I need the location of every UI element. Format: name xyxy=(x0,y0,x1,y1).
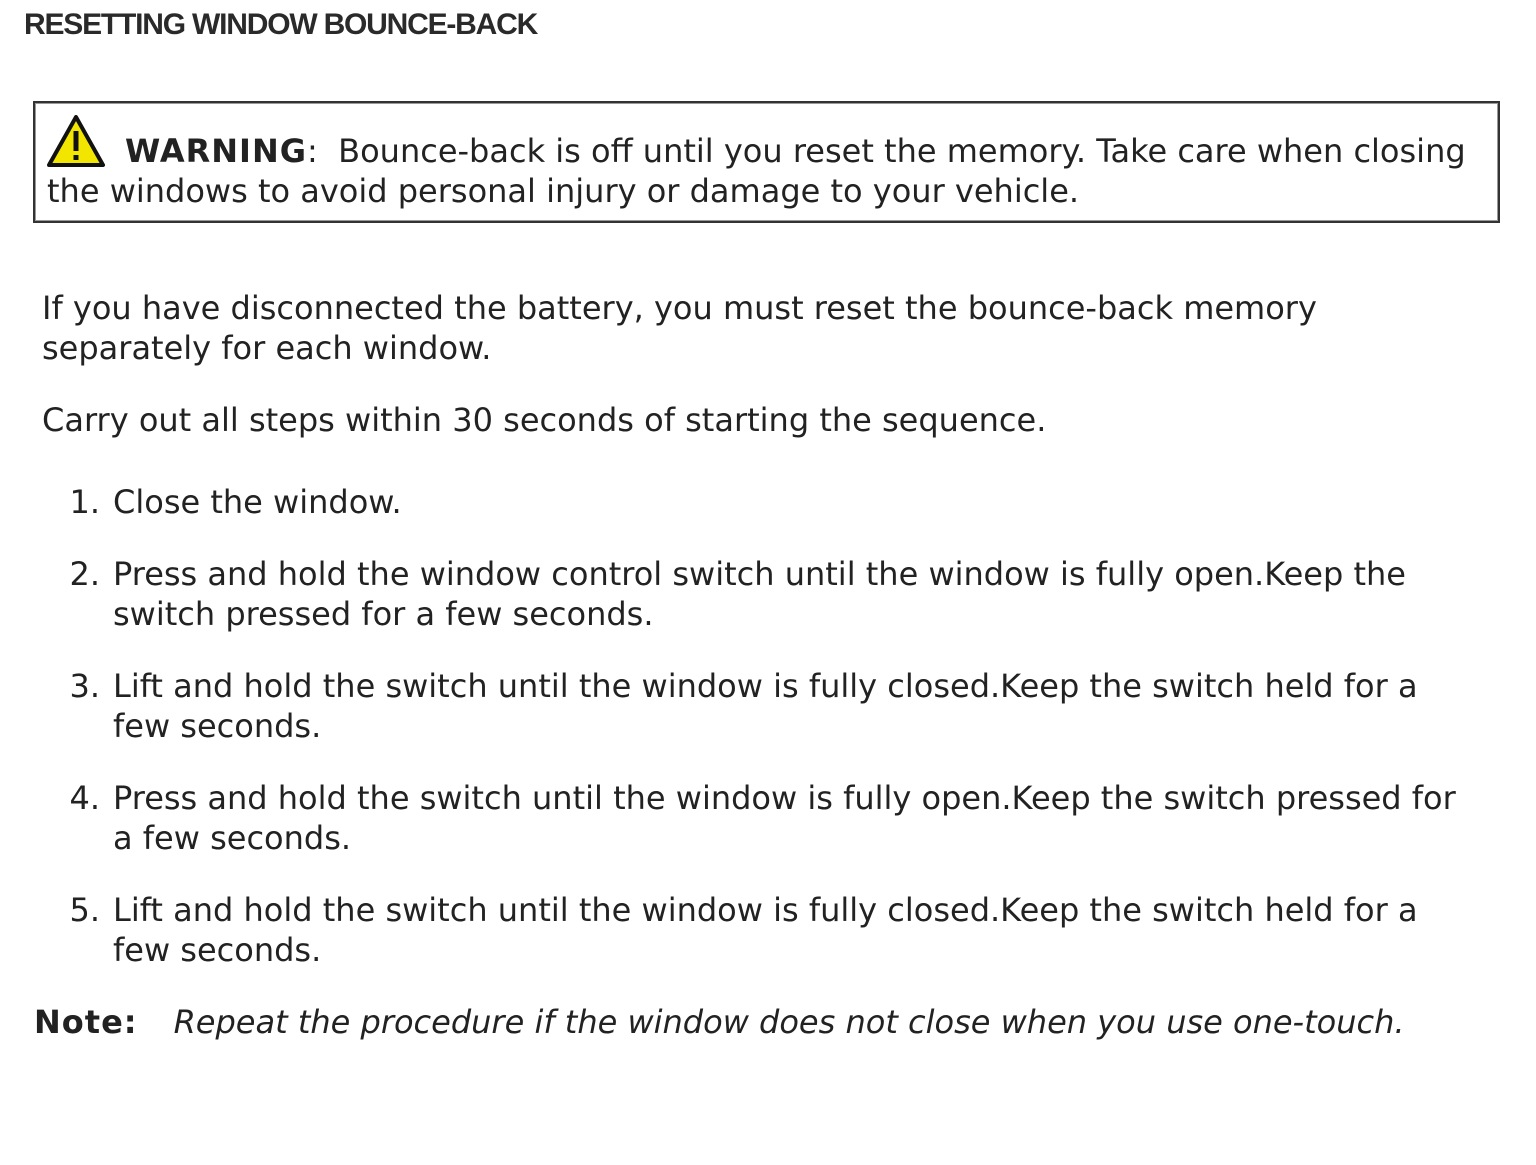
step-text: Lift and hold the switch until the window is fully closed.Keep the switch held for a few seconds. xyxy=(113,667,1418,745)
warning-message: Bounce-back is off until you reset the memory. Take care when closing the windows to avoid personal injury or damage to your vehicle. xyxy=(47,132,1466,210)
step-text: Press and hold the window control switch until the window is fully open.Keep the switch pressed for a few seconds. xyxy=(113,555,1406,633)
timing-paragraph: Carry out all steps within 30 seconds of starting the sequence. xyxy=(42,401,1047,439)
note-text: Repeat the procedure if the window does not close when you use one-touch. xyxy=(173,1003,1405,1041)
step-text: Lift and hold the switch until the window is fully closed.Keep the switch held for a few seconds. xyxy=(113,891,1418,969)
step-number: 3. xyxy=(69,667,100,705)
step-number: 2. xyxy=(69,555,100,593)
step-text: Press and hold the switch until the window is fully open.Keep the switch pressed for a few seconds. xyxy=(113,779,1456,857)
note-label: Note: xyxy=(34,1003,138,1041)
warning-box xyxy=(33,101,1500,223)
page-title: RESETTING WINDOW BOUNCE-BACK xyxy=(24,8,538,41)
battery-paragraph: If you have disconnected the battery, you must reset the bounce-back memory separately for each window. xyxy=(42,289,1317,367)
step-number: 4. xyxy=(69,779,100,817)
step-text: Close the window. xyxy=(113,483,402,521)
step-number: 5. xyxy=(69,891,100,929)
step-number: 1. xyxy=(69,483,100,521)
warning-text xyxy=(47,131,1477,211)
warning-label: WARNING xyxy=(125,132,307,170)
warning-separator: : xyxy=(307,132,339,170)
note xyxy=(34,1002,1434,1042)
